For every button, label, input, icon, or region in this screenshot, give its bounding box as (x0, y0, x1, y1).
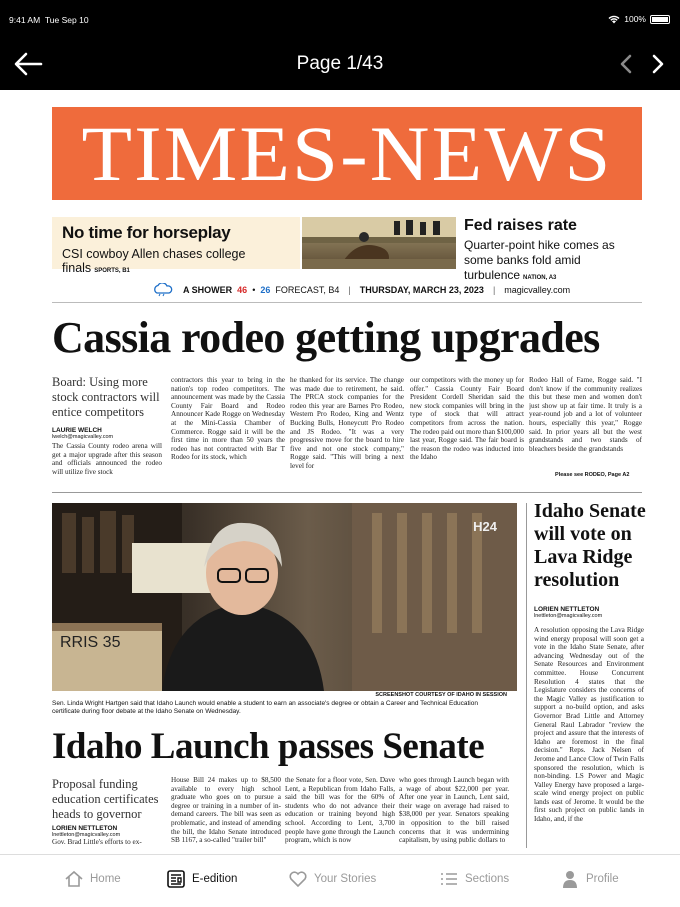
status-time: 9:41 AM Tue Sep 10 (9, 15, 89, 25)
masthead-title: TIMES-NEWS (81, 110, 613, 197)
info-bar: A SHOWER 46 • 26 FORECAST, B4 | THURSDAY, MARCH 23, 2023 | magicvalley.com (52, 277, 642, 303)
app-header (0, 38, 680, 90)
story1-col4: our competitors with the money up for offer." Cassia County Fair Board President Cordell Sheridan said the new stock companies will bring in the type of stock that will attract competitors from across the nation. The rodeo paid out more than $100,000 last year, Rogge said. The fair board is the reason the rodeo was inducted into the Idaho (410, 376, 524, 462)
teaser-sports-headline: No time for horseplay (62, 223, 231, 242)
story1-col5: Rodeo Hall of Fame, Rogge said. "I don't know if the community realizes this but these men and women don't just show up at fair time. It truly is a year-round job and a lot of volunteer hours, especially this year," Rogge said. In prior years all but the west grandstands and two stands of bleachers beside the grandstands (529, 376, 642, 453)
list-icon (439, 869, 459, 889)
tab-e-edition[interactable] (166, 869, 237, 889)
prev-page-icon[interactable] (616, 52, 636, 76)
rodeo-photo (302, 217, 456, 269)
story2-col2: House Bill 24 makes up to $8,500 available to every high school graduate who goes on to pursue a degree or training in a number of in-demand careers. The bill was seen as problematic, and instead of amending the bill, the Idaho Senate introduced SB 1167, a so-called "trailer bill" (171, 776, 281, 845)
story3-body: A resolution opposing the Lava Ridge wind energy proposal will soon get a vote in the Idaho State Senate, after advancing Wednesday out of the Senate Resources and Environment committee. House Concurrent Resolution 4 states that the Legislature considers the concerns of the Magic Valley as justification to support a no-build option, and asks Governor Brad Little and Attorney General Raul Labrador "review the project and assure that the interests of Idaho are foremost in the final decision." Reps. Jack Nelsen of Jerome and Lance Clow of Twin Falls sponsored the resolution, which is non-binding. LS Power and Magic Valley Energy have proposed a large-scale wind energy project on public lands east of Jerome. It would be the first such project on public lands in Idaho, and, if the (534, 626, 644, 824)
story1-deck-block (52, 375, 162, 476)
battery-icon (650, 15, 670, 24)
story3-headline[interactable]: Idaho Senate will vote on Lava Ridge resolution (534, 500, 646, 591)
story1-col2: contractors this year to bring in the nation's top rodeo competitors. The announcement was made by the Cassia County Fair Board and Rodeo Announcer Kade Rogge on Wednesday at the Mini-Cassia Chamber of Commerce. Rogge said it will be the first time in more than 50 years the rodeo has not contracted with Bar T Rodeo for its stock, which (171, 376, 285, 462)
story1-email: lwelch@magicvalley.com (52, 434, 114, 440)
column-divider (526, 503, 527, 848)
photo-caption: Sen. Linda Wright Hartgen said that Idaho Launch would enable a student to earn an associate's degree or obtain a Career and Technical Education certificate during floor debate at the Idaho Senate on Wednesday. (52, 700, 478, 715)
story1-deck: Board: Using more stock contractors will entice competitors (52, 375, 160, 419)
tab-home-label: Home (90, 873, 121, 885)
story2-email: lnettleton@magicvalley.com (52, 832, 121, 838)
person-icon (560, 869, 580, 889)
teaser-nation-headline[interactable]: Fed raises rate (464, 217, 577, 234)
nameplate-text: RRIS 35 (60, 634, 121, 651)
senate-photo (52, 503, 517, 691)
story1-byline: LAURIE WELCH (52, 427, 102, 434)
teaser-sports[interactable] (52, 217, 300, 275)
story2-col4: who goes through Launch began with a wage of about $22,000 per year. After one year in Launch, Lent said, their wage on average had raised to $38,000 per year. Senators speaking in opposition to the bill raised concerns that it was undermining capitalism, by using public dollars to (399, 776, 509, 845)
story2-deck: Proposal funding education certificates heads to governor (52, 777, 159, 821)
tab-your-stories[interactable] (288, 869, 376, 889)
newspaper-icon (166, 869, 186, 889)
rain-cloud-icon (152, 283, 174, 297)
tab-profile-label: Profile (586, 873, 619, 885)
tab-home[interactable] (64, 869, 121, 889)
newspaper-page[interactable] (0, 90, 680, 854)
issue-date: THURSDAY, MARCH 23, 2023 (359, 284, 484, 295)
section-divider (52, 492, 642, 493)
weather-text: A SHOWER (183, 284, 233, 295)
story3-byline: LORIEN NETTLETON (534, 606, 600, 613)
senator-image (52, 503, 517, 691)
story1-col1: The Cassia County rodeo arena will get a major upgrade after this season and officials announced the rodeo will utilize five stock (52, 442, 162, 476)
page-indicator: Page 1/43 (296, 53, 384, 74)
tab-profile[interactable] (560, 869, 619, 889)
teaser-nation-sub: Quarter-point hike comes as some banks fold amid turbulence NATION, A3 (464, 238, 615, 282)
forecast-ref: FORECAST, B4 (275, 284, 340, 295)
story3-byline-block (534, 606, 602, 619)
temp-high: 46 (237, 284, 248, 295)
story2-lede: Gov. Brad Little's efforts to ex- (52, 838, 142, 846)
tab-your-stories-label: Your Stories (314, 873, 377, 885)
masthead (52, 107, 642, 200)
next-page-icon[interactable] (648, 52, 668, 76)
tab-e-edition-label: E-edition (192, 873, 238, 885)
battery-percent: 100% (624, 14, 646, 24)
site-url: magicvalley.com (504, 284, 571, 295)
story1-col3: he thanked for its service. The change was made due to retirement, he said. The PRCA stock companies for the rodeo this year are Barnes Pro Rodeo, Western Pro Rodeo, King and Wentz Bucking Bulls, Honeycutt Pro Rodeo and JS Rodeo. "It was a very progressive move for the board to hire five and not one stock company," Rogge said. "This will bring a next level for (290, 376, 404, 470)
story1-jump[interactable]: Please see RODEO, Page A2 (555, 472, 630, 478)
temp-separator: • (252, 284, 256, 295)
heart-icon (288, 869, 308, 889)
story1-headline[interactable]: Cassia rodeo getting upgrades (52, 313, 600, 362)
status-bar (0, 0, 680, 38)
photo-credit: SCREENSHOT COURTESY OF IDAHO IN SESSION (375, 692, 507, 698)
rodeo-scene-image (302, 217, 456, 269)
status-indicators (608, 14, 670, 24)
story2-col3: the Senate for a floor vote, Sen. Dave Lent, a Republican from Idaho Falls, said the bill was for the 60% of students who do not advance their education or training beyond high school. According to Lent, 3,700 people have gone through the Launch program, which is now (285, 776, 395, 845)
story2-byline: LORIEN NETTLETON (52, 825, 118, 832)
story2-headline[interactable]: Idaho Launch passes Senate (52, 726, 485, 767)
tab-sections-label: Sections (465, 873, 510, 885)
story2-deck-block (52, 777, 164, 847)
tab-bar (0, 854, 680, 907)
wifi-icon (608, 15, 620, 24)
tab-sections[interactable] (439, 869, 509, 889)
teaser-sports-sub: CSI cowboy Allen chases college finals SPORTS, B1 (62, 247, 246, 275)
temp-low: 26 (260, 284, 271, 295)
home-icon (64, 869, 84, 889)
channel-badge: H24 (473, 519, 497, 534)
story3-email: lnettleton@magicvalley.com (534, 613, 603, 619)
